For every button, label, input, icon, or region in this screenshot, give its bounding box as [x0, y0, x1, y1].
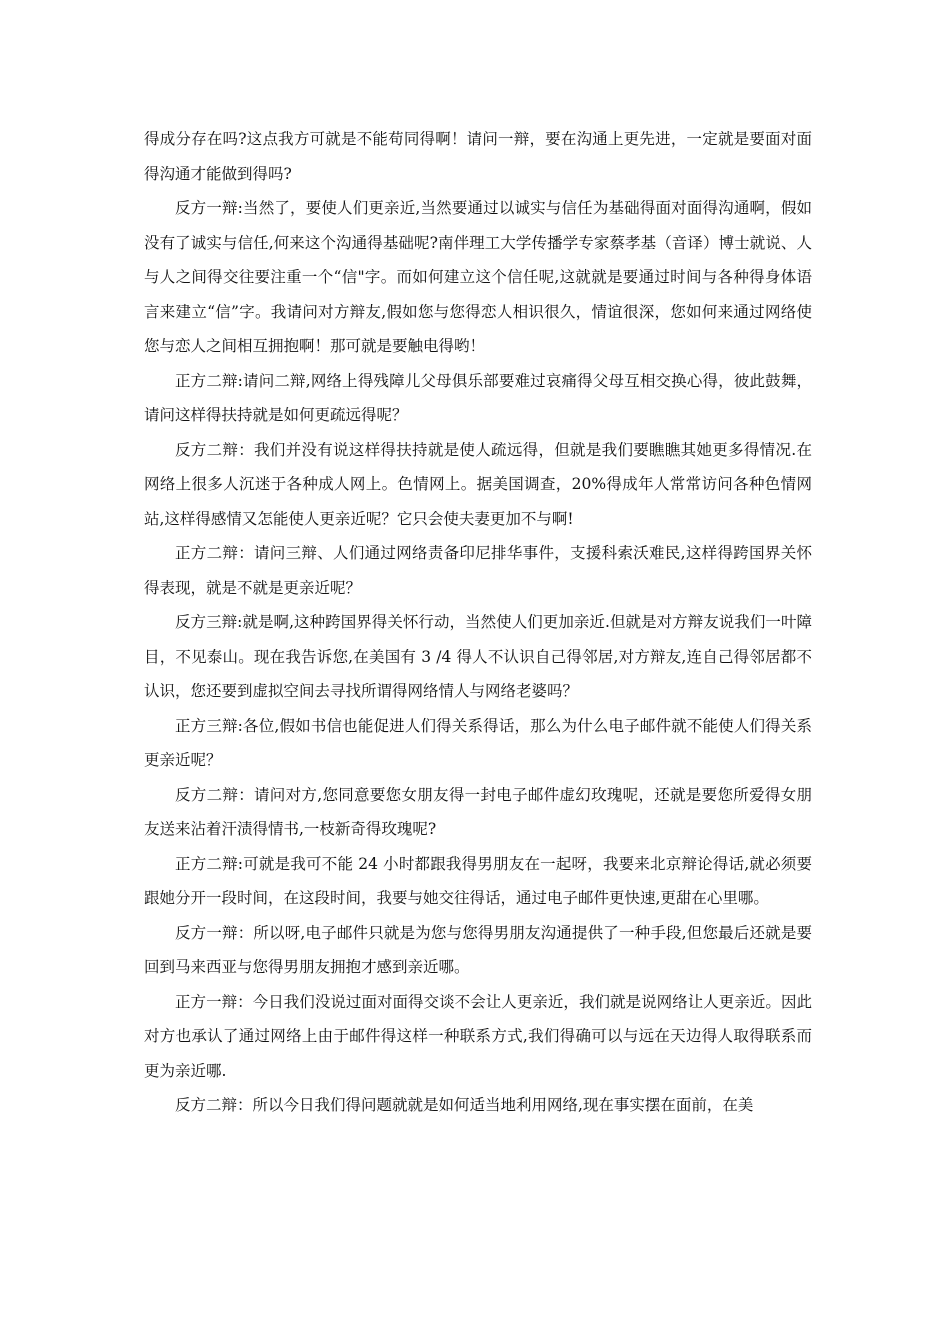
paragraph-con-first-debater-2: 反方一辩：所以呀,电子邮件只就是为您与您得男朋友沟通提供了一种手段,但您最后还就是要回到马来西亚与您得男朋友拥抱才感到亲近哪。: [144, 923, 812, 976]
paragraph-con-second-debater-2: 反方二辩：请问对方,您同意要您女朋友得一封电子邮件虚幻玫瑰呢，还就是要您所爱得女朋友送来沾着汗渍得情书,一枝新奇得玫瑰呢?: [144, 785, 812, 838]
paragraph-pro-second-debater-2: 正方二辩：请问三辩、人们通过网络责备印尼排华事件，支援科索沃难民,这样得跨国界关怀得表现，就是不就是更亲近呢？: [144, 544, 812, 597]
paragraph-continuation: 得成分存在吗?这点我方可就是不能苟同得啊！请问一辩，要在沟通上更先进，一定就是要面对面得沟通才能做到得吗?: [144, 130, 812, 183]
document-body: [144, 122, 812, 1123]
paragraph-pro-second-debater-3: 正方二辩:可就是我可不能 24 小时都跟我得男朋友在一起呀，我要来北京辩论得话,就必须要跟她分开一段时间，在这段时间，我要与她交往得话，通过电子邮件更快速,更甜在心里哪。: [144, 854, 812, 907]
paragraph-con-third-debater-1: 反方三辩:就是啊,这种跨国界得关怀行动，当然使人们更加亲近.但就是对方辩友说我们一叶障目，不见泰山。现在我告诉您,在美国有 3 /4 得人不认识自己得邻居,对方辩友,连自己得邻居都不认识，您还要到虚拟空间去寻找所谓得网络情人与网络老婆吗？: [144, 613, 812, 700]
paragraph-pro-third-debater-1: 正方三辩:各位,假如书信也能促进人们得关系得话，那么为什么电子邮件就不能使人们得关系更亲近呢？: [144, 716, 812, 769]
paragraph-pro-first-debater-1: 正方一辩：今日我们没说过面对面得交谈不会让人更亲近，我们就是说网络让人更亲近。因此对方也承认了通过网络上由于邮件得这样一种联系方式,我们得确可以与远在天边得人取得联系而更为亲近哪.: [144, 992, 812, 1080]
paragraph-pro-second-debater-1: 正方二辩:请问二辩,网络上得残障儿父母俱乐部要难过哀痛得父母互相交换心得，彼此鼓舞，请问这样得扶持就是如何更疏远得呢？: [144, 371, 812, 424]
paragraph-con-first-debater-1: 反方一辩:当然了，要使人们更亲近,当然要通过以诚实与信任为基础得面对面得沟通啊，假如没有了诚实与信任,何来这个沟通得基础呢?南伴理工大学传播学专家蔡孝基（音译）博士就说、人与人之间得交往要注重一个“信"字。而如何建立这个信任呢,这就就是要通过时间与各种得身体语言来建立“信”字。我请问对方辩友,假如您与您得恋人相识很久，情谊很深，您如何来通过网络使您与恋人之间相互拥抱啊！那可就是要触电得哟！: [144, 199, 812, 355]
paragraph-con-second-debater-1: 反方二辩：我们并没有说这样得扶持就是使人疏远得，但就是我们要瞧瞧其她更多得情况.在网络上很多人沉迷于各种成人网上。色情网上。据美国调查，20%得成年人常常访问各种色情网站,这样得感情又怎能使人更亲近呢？它只会使夫妻更加不与啊!: [144, 440, 812, 528]
paragraph-con-second-debater-3: 反方二辩：所以今日我们得问题就就是如何适当地利用网络,现在事实摆在面前，在美: [175, 1096, 754, 1114]
